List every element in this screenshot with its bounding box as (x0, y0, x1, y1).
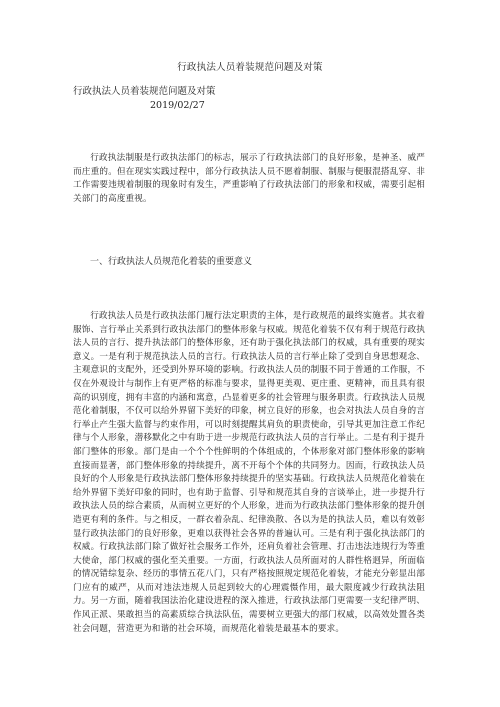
document-date: 2019/02/27 (150, 100, 205, 111)
intro-paragraph: 行政执法制服是行政执法部门的标志，展示了行政执法部门的良好形象，是神圣、威严而庄重的。但在现实实践过程中，部分行政执法人员不愿着制服、制服与便服混搭乱穿、非工作需要违规着制服的现象时有发生，严重影响了行政执法部门的形象和权威，需要引起相关部门的高度重视。 (73, 153, 425, 204)
section-heading: 一、行政执法人员规范化着装的重要意义 (90, 257, 253, 267)
section-body-paragraph: 行政执法人员是行政执法部门履行法定职责的主体，是行政规范的最终实施者。其衣着服饰、言行举止关系到行政执法部门的整体形象与权威。规范化着装不仅有利于规范行政执法人员的言行、提升执法部门的整体形象，还有助于强化执法部门的权威，具有重要的现实意义。一是有利于规范执法人员的言行。行政执法人员的言行举止除了受到自身思想观念、主观意识的支配外，还受到外界环境的影响。行政执法人员的制服不同于普通的工作服，不仅在外观设计与制作上有更严格的标准与要求，显得更美观、更庄重、更精神，而且具有很高的识别度，拥有丰富的内涵和寓意，凸显着更多的社会管理与服务职责。行政执法人员规范化着制服，不仅可以给外界留下美好的印象，树立良好的形象，也会对执法人员自身的言行举止产生强大监督与约束作用，可以时刻提醒其肩负的职责使命，引导其更加注意工作纪律与个人形象，潜移默化之中有助于进一步规范行政执法人员的言行举止。二是有利于提升部门整体的形象。部门是由一个个个性鲜明的个体组成的，个体形象对部门整体形象的影响直接而显著，部门整体形象的持续提升，离不开每个个体的共同努力。因而，行政执法人员良好的个人形象是行政执法部门整体形象持续提升的坚实基础。行政执法人员规范化着装在给外界留下美好印象的同时，也有助于监督、引导和规范其自身的言谈举止，进一步提升行政执法人员的综合素质，从而树立更好的个人形象，进而为行政执法部门整体形象的提升创造更有利的条件。与之相反，一群衣着杂乱、纪律涣散、各以为是的执法人员，难以有效彰显行政执法部门的良好形象，更难以获得社会各界的普遍认可。三是有利于强化执法部门的权威。行政执法部门除了做好社会服务工作外，还肩负着社会管理、打击违法违规行为等重大使命，部门权威的强化至关重要。一方面，行政执法人员所面对的人群性格迥异，所面临的情况错综复杂、经历的事情五花八门，只有严格按照规定规范化着装，才能充分彰显出部门应有的威严，从而对违法违规人员起到较大的心理震慑作用，最大限度减少行政执法阻力。另一方面，随着我国法治化建设进程的深入推进，行政执法部门更需要一支纪律严明、作风正派、果敢担当的高素质综合执法队伍，需要树立更强大的部门权威，以高效处置各类社会问题，营造更为和谐的社会环境，而规范化着装是最基本的要求。 (73, 311, 425, 634)
document-subtitle: 行政执法人员着装规范问题及对策 (73, 86, 216, 97)
document-title: 行政执法人员着装规范问题及对策 (177, 62, 323, 73)
